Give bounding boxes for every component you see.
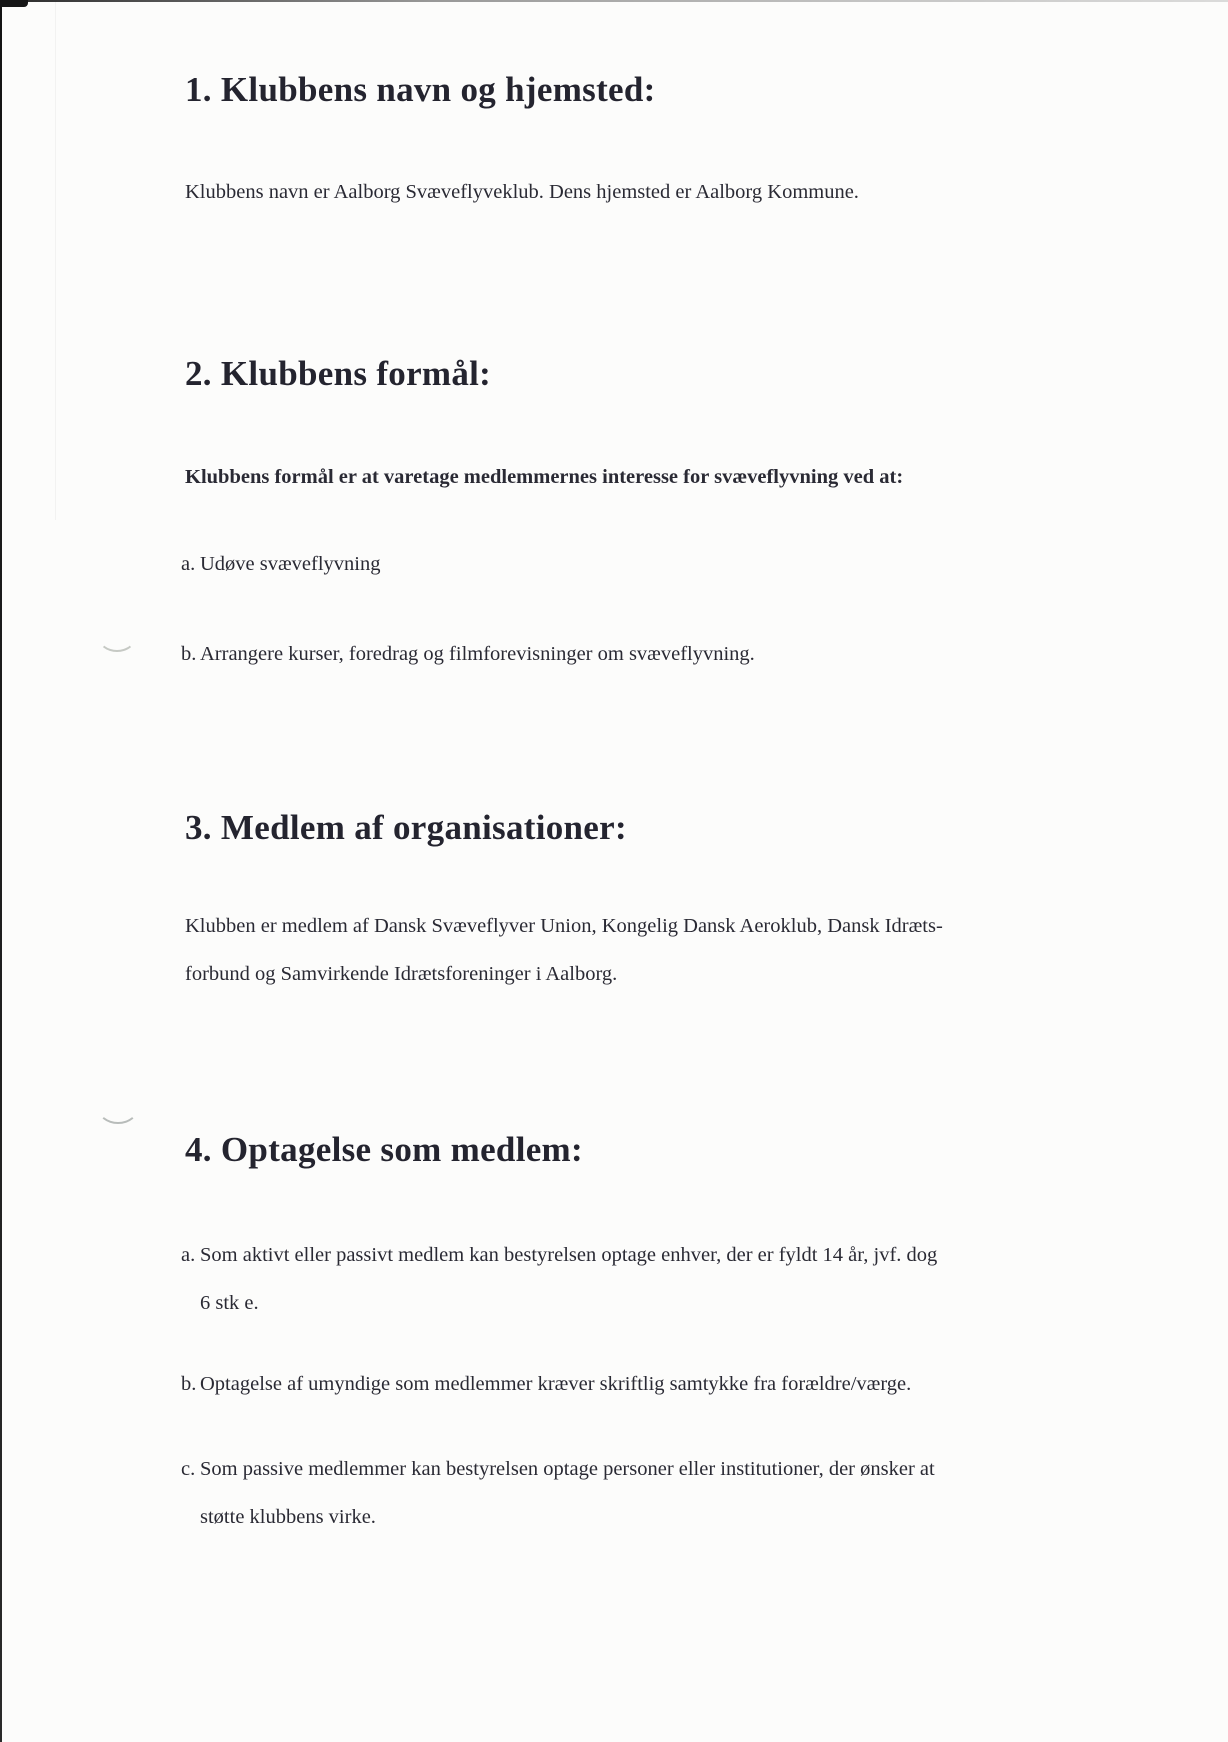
scan-edge-top: [0, 0, 1228, 2]
list-item: [181, 1456, 935, 1552]
list-item-text: Udøve svæveflyvning: [200, 553, 381, 575]
list-item: [181, 551, 381, 599]
paragraph-line: Klubben er medlem af Dansk Svæveflyver Union, Kongelig Dansk Aeroklub, Dansk Idræts-: [185, 915, 943, 937]
section-2-heading: 2. Klubbens formål:: [185, 354, 492, 393]
section-3-heading: 3. Medlem af organisationer:: [185, 808, 627, 847]
list-item-text: Arrangere kurser, foredrag og filmforevisninger om svæveflyvning.: [200, 643, 755, 665]
section-1-heading: 1. Klubbens navn og hjemsted:: [185, 70, 656, 109]
paper-crease-line: [55, 0, 56, 520]
section-2-intro: Klubbens formål er at varetage medlemmernes interesse for svæveflyvning ved at:: [185, 466, 904, 488]
section-1-paragraph: Klubbens navn er Aalborg Svæveflyveklub. Dens hjemsted er Aalborg Kommune.: [185, 181, 859, 203]
scan-edge-left: [0, 0, 2, 1742]
punch-mark-upper: [98, 622, 136, 652]
list-item-marker: c.: [181, 1458, 196, 1480]
list-item-text: Som aktivt eller passivt medlem kan bestyrelsen optage enhver, der er fyldt 14 år, jvf. dog: [200, 1244, 938, 1266]
list-item-marker: b.: [181, 1373, 197, 1395]
list-item-marker: b.: [181, 643, 197, 665]
paragraph-line: forbund og Samvirkende Idrætsforeninger i Aalborg.: [185, 963, 618, 985]
punch-mark-lower: [97, 1090, 139, 1124]
list-item-marker: a.: [181, 1244, 196, 1266]
list-item-text: Som passive medlemmer kan bestyrelsen optage personer eller institutioner, der ønsker at: [200, 1458, 935, 1480]
scan-corner-artifact: [0, 0, 28, 7]
list-item-marker: a.: [181, 553, 196, 575]
list-item-text: 6 stk e.: [200, 1292, 259, 1314]
section-4-heading: 4. Optagelse som medlem:: [185, 1130, 583, 1169]
list-item-text: Optagelse af umyndige som medlemmer kræver skriftlig samtykke fra forældre/værge.: [200, 1373, 912, 1395]
section-3-paragraph: [185, 913, 943, 1009]
list-item: [181, 1371, 911, 1419]
list-item: [181, 1242, 937, 1338]
list-item: [181, 641, 755, 689]
list-item-text: støtte klubbens virke.: [200, 1506, 376, 1528]
